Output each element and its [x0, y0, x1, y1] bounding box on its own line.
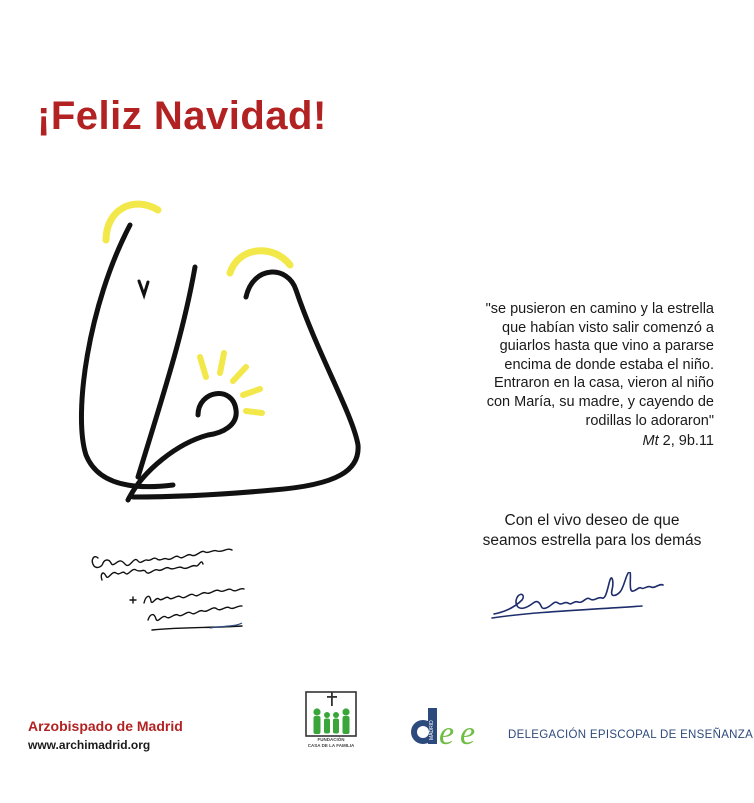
quote-line: con María, su madre, y cayendo de — [486, 393, 714, 410]
svg-text:e: e — [460, 715, 476, 748]
child-figure — [128, 394, 236, 500]
foundation-caption-line: CASA DE LA FAMILIA — [307, 742, 355, 748]
handwritten-dedication — [90, 548, 290, 643]
mary-face-mark — [139, 281, 148, 295]
dee-logo — [408, 704, 498, 748]
dee-name: DELEGACIÓN EPISCOPAL DE ENSEÑANZA — [508, 729, 754, 741]
foundation-caption — [303, 737, 359, 748]
mary-figure — [81, 225, 173, 487]
wish-line: Con el vivo deseo de que — [504, 512, 680, 529]
christmas-wish — [452, 511, 732, 551]
greeting-title: ¡Feliz Navidad! — [37, 94, 327, 138]
holy-family-drawing — [78, 185, 378, 515]
org-name: Arzobispado de Madrid — [28, 718, 183, 734]
website-link[interactable]: www.archimadrid.org — [28, 738, 151, 752]
quote-line: que habían visto salir comenzó a — [502, 319, 714, 336]
citation-reference: 2, 9b.11 — [658, 433, 714, 450]
family-house-icon — [303, 688, 359, 738]
joseph-halo — [230, 251, 290, 273]
quote-line: Entraron en la casa, vieron al niño — [493, 375, 714, 392]
quote-line: guiarlos hasta que vino a pararse — [499, 338, 714, 355]
quote-line: "se pusieron en camino y la estrella — [485, 301, 714, 317]
wish-line: seamos estrella para los demás — [482, 532, 702, 549]
child-light-rays — [200, 353, 262, 413]
svg-text:e: e — [439, 715, 455, 748]
quote-line: rodillas lo adoraron" — [585, 412, 714, 429]
foundation-logo — [303, 688, 359, 756]
dee-logo-sub: MADRID — [429, 720, 435, 740]
bible-quote — [434, 300, 714, 451]
mary-halo — [106, 204, 158, 240]
foundation-caption-line: FUNDACIÓN — [317, 737, 345, 742]
signature — [490, 572, 700, 622]
quote-citation — [434, 432, 714, 451]
archdiocese-brand — [28, 718, 183, 752]
citation-book: Mt — [642, 433, 659, 450]
quote-line: encima de donde estaba el niño. — [504, 356, 714, 373]
